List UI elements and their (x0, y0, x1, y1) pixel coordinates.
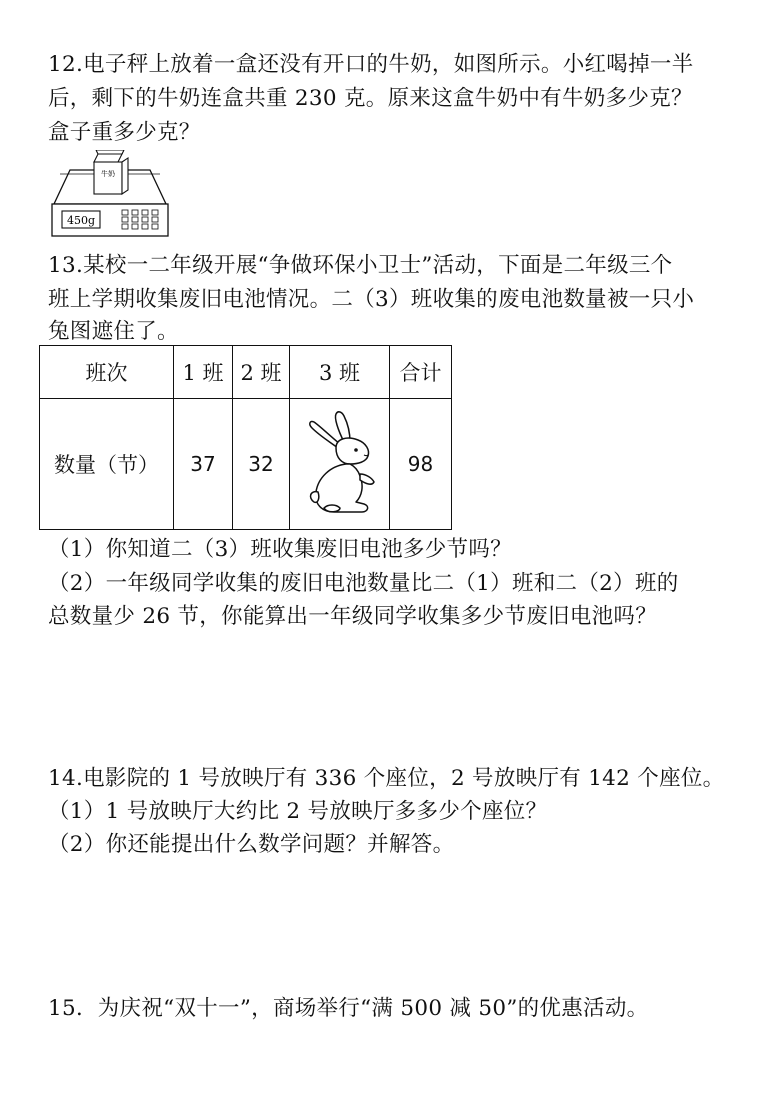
table-row (40, 399, 452, 530)
value-class-3-hidden-by-rabbit (290, 399, 390, 530)
q12-text-line-2: 后，剩下的牛奶连盒共重 230 克。原来这盒牛奶中有牛奶多少克？ (48, 86, 693, 111)
q13-sub-question-2-line-1: （2）一年级同学收集的废旧电池数量比二（1）班和二（2）班的 (48, 571, 679, 596)
header-total: 合计 (390, 346, 452, 399)
q13-sub-question-1: （1）你知道二（3）班收集废旧电池多少节吗？ (48, 537, 512, 562)
q13-text-line-2: 班上学期收集废旧电池情况。二（3）班收集的废电池数量被一只小 (48, 287, 695, 312)
battery-collection-table (39, 345, 452, 530)
table-header-row (40, 346, 452, 399)
milk-carton-label: 牛奶 (101, 170, 115, 178)
q13-text-line-1: 13.某校一二年级开展“争做环保小卫士”活动，下面是二年级三个 (48, 253, 673, 278)
rabbit-icon (300, 408, 380, 520)
value-class-1: 37 (174, 399, 233, 530)
scale-display-reading: 450g (66, 214, 96, 227)
q13-sub-question-2-line-2: 总数量少 26 节，你能算出一年级同学收集多少节废旧电池吗？ (48, 604, 658, 629)
q14-sub-question-2: （2）你还能提出什么数学问题？并解答。 (48, 832, 455, 857)
q12-text-line-1: 12.电子秤上放着一盒还没有开口的牛奶，如图所示。小红喝掉一半 (48, 52, 694, 77)
value-total: 98 (390, 399, 452, 530)
header-class: 班次 (40, 346, 174, 399)
header-class-3: 3 班 (290, 346, 390, 399)
header-class-2: 2 班 (233, 346, 290, 399)
value-class-2: 32 (233, 399, 290, 530)
header-class-1: 1 班 (174, 346, 233, 399)
row-label-quantity: 数量（节） (40, 399, 174, 530)
q13-text-line-3: 兔图遮住了。 (48, 319, 179, 344)
q14-sub-question-1: （1）1 号放映厅大约比 2 号放映厅多多少个座位？ (48, 799, 548, 824)
q15-text-line-1: 15．为庆祝“双十一”，商场举行“满 500 减 50”的优惠活动。 (48, 996, 649, 1021)
q12-text-line-3: 盒子重多少克？ (48, 120, 201, 145)
q14-text-line-1: 14.电影院的 1 号放映厅有 336 个座位，2 号放映厅有 142 个座位。 (48, 766, 725, 791)
electronic-scale-figure (50, 150, 170, 242)
